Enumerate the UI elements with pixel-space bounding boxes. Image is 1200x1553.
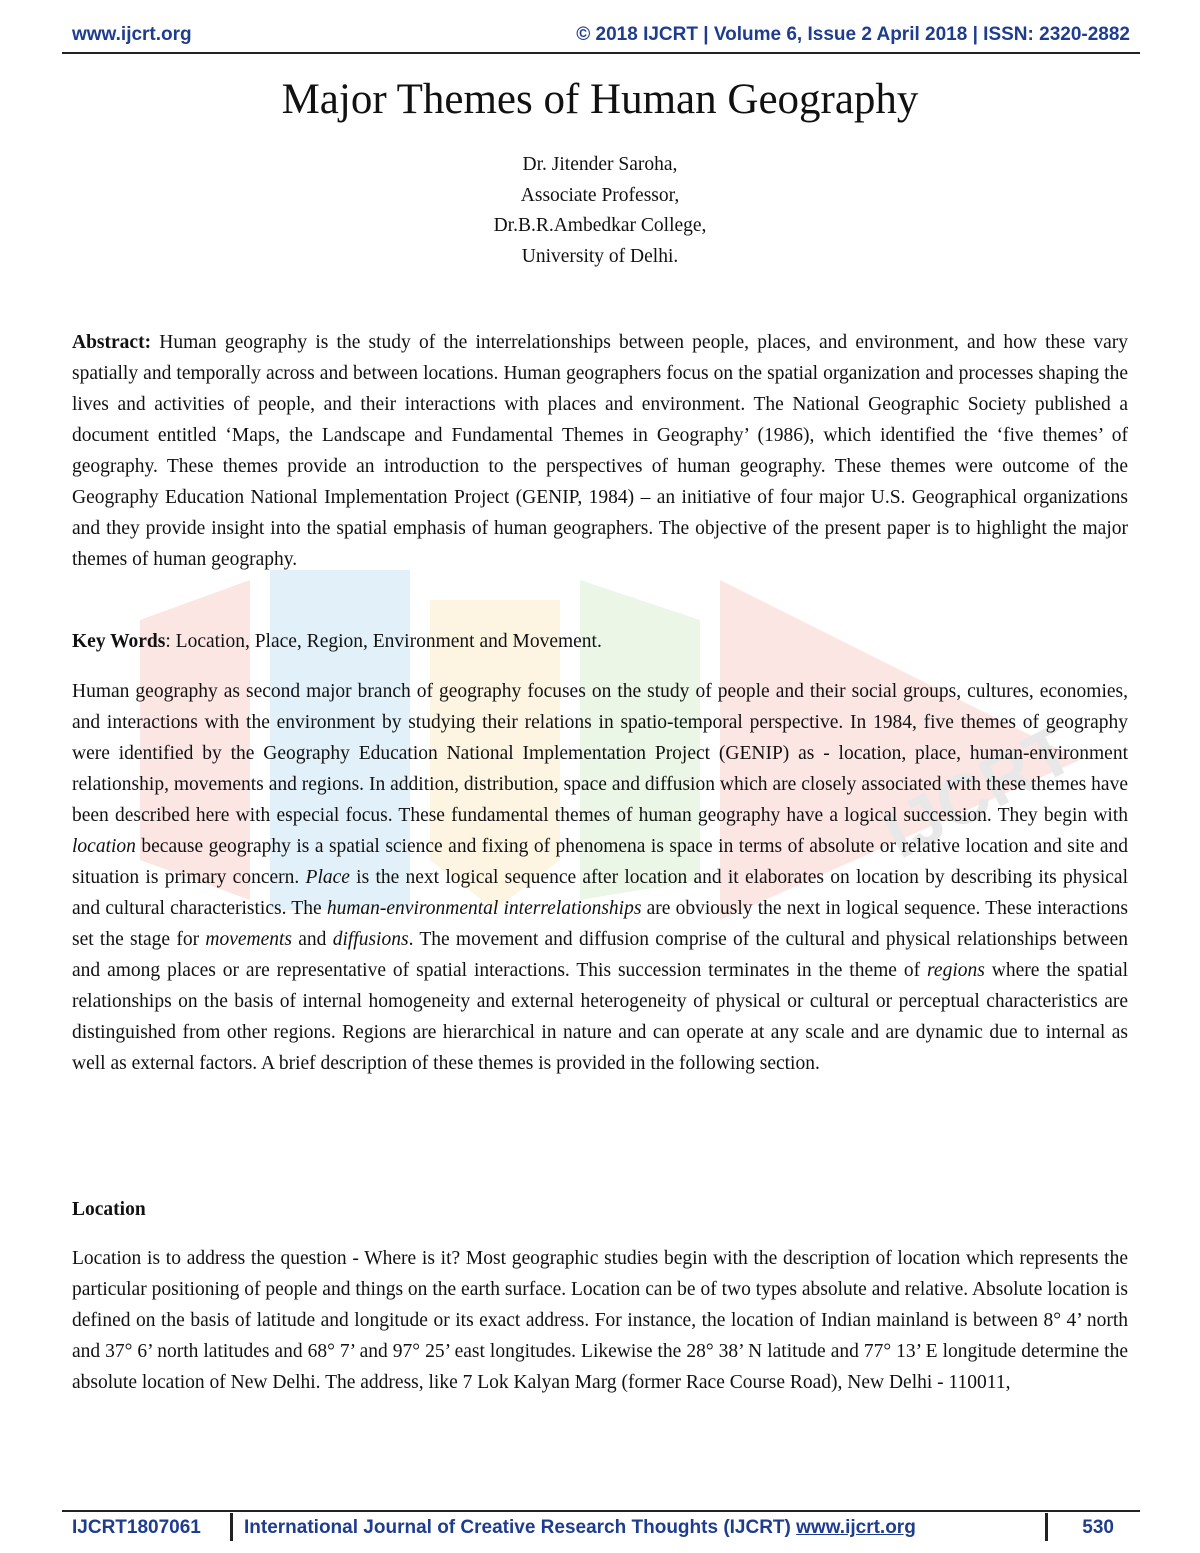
journal-name xyxy=(244,1517,916,1539)
issue-info: © 2018 IJCRT | Volume 6, Issue 2 April 2018 | ISSN: 2320-2882 xyxy=(576,24,1130,45)
keywords xyxy=(72,626,1128,657)
page-footer xyxy=(62,1517,1140,1545)
paper-title: Major Themes of Human Geography xyxy=(281,76,919,123)
keywords-label: Key Words xyxy=(72,631,166,652)
location-paragraph xyxy=(72,1243,1128,1398)
intro-emphasis: location xyxy=(72,836,136,857)
footer-separator xyxy=(1045,1513,1048,1541)
intro-emphasis: movements xyxy=(205,929,292,950)
footer-separator xyxy=(230,1513,233,1541)
watermark-text: IJCRT xyxy=(870,709,1086,874)
page-number: 530 xyxy=(1082,1517,1114,1538)
paper-id: IJCRT1807061 xyxy=(72,1517,201,1538)
intro-text: and xyxy=(292,929,333,950)
location-text: Location is to address the question - Where is it? Most geographic studies begin with the description of location which represents the particular positioning of people and things on the earth surface. Location can be of two types absolute and relative. Absolute location is defined on the basis of latitude and longitude or its exact address. For instance, the location of Indian mainland is between 8° 4’ north and 37° 6’ north latitudes and 68° 7’ and 97° 25’ east longitudes. Likewise the 28° 38’ N latitude and 77° 13’ E longitude determine the absolute location of New Delhi. The address, like 7 Lok Kalyan Marg (former Race Course Road), New Delhi - 110011, xyxy=(72,1248,1128,1393)
journal-site[interactable]: www.ijcrt.org xyxy=(72,24,192,45)
intro-text: are obviously the next in logical sequence. These interactions set the stage for xyxy=(72,898,1128,950)
intro-emphasis: Place xyxy=(305,867,350,888)
abstract xyxy=(72,327,1128,575)
author-name: Dr. Jitender Saroha, xyxy=(522,154,678,175)
footer-rule xyxy=(62,1510,1140,1512)
author-university: University of Delhi. xyxy=(521,245,679,267)
abstract-text: Human geography is the study of the interrelationships between people, places, and environment, and how these vary spatially and temporally across and between locations. Human geographers focus on the spatial organization and processes shaping the lives and activities of people, and their interactions with places and environment. The National Geographic Society published a document entitled ‘Maps, the Landscape and Fundamental Themes in Geography’ (1986), which identified the ‘five themes’ of geography. These themes provide an introduction to the perspectives of human geography. These themes were outcome of the Geography Education National Implementation Project (GENIP, 1984) – an initiative of four major U.S. Geographical organizations and they provide insight into the spatial emphasis of human geographers. The objective of the present paper is to highlight the major themes of human geography. xyxy=(72,332,1128,570)
header-rule xyxy=(62,52,1140,54)
intro-text: where the spatial relationships on the basis of internal homogeneity and external heterogeneity of physical or cultural or perceptual characteristics are distinguished from other regions. Regions are hierarchical in nature and can operate at any scale and are dynamic due to internal as well as external factors. A brief description of these themes is provided in the following section. xyxy=(72,960,1128,1074)
journal-title: International Journal of Creative Research Thoughts (IJCRT) xyxy=(244,1517,797,1538)
intro-paragraph xyxy=(72,676,1128,1079)
abstract-label: Abstract: xyxy=(72,332,152,353)
intro-text: is the next logical sequence after location and it elaborates on location by describing its physical and cultural characteristics. The xyxy=(72,867,1129,919)
author-college: Dr.B.R.Ambedkar College, xyxy=(493,215,707,236)
intro-text: because geography is a spatial science and fixing of phenomena is space in terms of absolute or relative location and site and situation is primary concern. xyxy=(72,836,1128,888)
intro-text: . The movement and diffusion comprise of the cultural and physical relationships between and among places or are representative of spatial interactions. This succession terminates in the theme of xyxy=(72,929,1128,981)
location-heading: Location xyxy=(72,1199,146,1220)
journal-link[interactable]: www.ijcrt.org xyxy=(796,1517,916,1538)
keywords-text: : Location, Place, Region, Environment and Movement. xyxy=(165,631,602,652)
intro-emphasis: human-environmental interrelationships xyxy=(326,898,642,919)
intro-emphasis: regions xyxy=(927,960,985,981)
author-block xyxy=(0,150,1200,272)
intro-emphasis: diffusions xyxy=(332,929,409,950)
intro-text: Human geography as second major branch of geography focuses on the study of people and their social groups, cultures, economies, and interactions with the environment by studying their relations in spatio-temporal perspective. In 1984, five themes of geography were identified by the Geography Education National Implementation Project (GENIP) as - location, place, human-environment relationship, movements and regions. In addition, distribution, space and diffusion which are closely associated with these themes have been described here with especial focus. These fundamental themes of human geography have a logical succession. They begin with xyxy=(72,681,1128,826)
author-position: Associate Professor, xyxy=(520,184,680,206)
